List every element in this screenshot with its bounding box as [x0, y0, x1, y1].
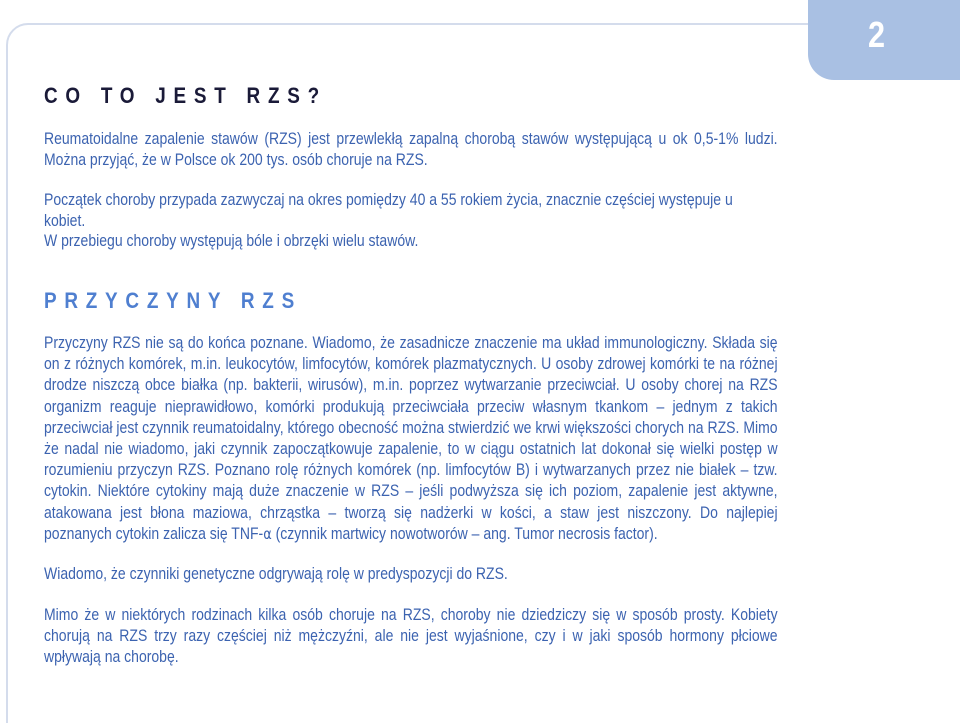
paragraph-onset: Początek choroby przypada zazwyczaj na okres pomiędzy 40 a 55 rokiem życia, znacznie częściej występuje u kobiet.	[44, 191, 733, 231]
section-heading-causes: PRZYCZYNY RZS	[44, 288, 302, 313]
paragraph-causes	[44, 333, 778, 545]
paragraph-symptoms: W przebiegu choroby występują bóle i obrzęki wielu stawów.	[44, 232, 419, 250]
paragraph-causes-text-end: (czynnik martwicy nowotworów – ang. Tumor necrosis factor).	[271, 524, 658, 543]
paragraph-causes-text: Przyczyny RZS nie są do końca poznane. Wiadomo, że zasadnicze znaczenie ma układ immunologiczny. Składa się on z różnych komórek, m.in. leukocytów, limfocytów, komórek plazmatycznych. U osoby zdrowej komórki te na różnej drodze niszczą obce białka (np. bakterii, wirusów), m.in. poprzez wytwarzanie przeciwciał. U osoby chorej na RZS organizm reaguje nieprawidłowo, komórki produkują przeciwciała przeciw własnym tkankom – jednym z takich przeciwciał jest czynnik reumatoidalny, którego obecność można stwierdzić we krwi większości chorych na RZS. Mimo że nadal nie wiadomo, jaki czynnik zapoczątkowuje zapalenie, to w ciągu ostatnich lat dokonał się wielki postęp w rozumieniu przyczyn RZS. Poznano rolę różnych komórek (np. limfocytów B) i wytwarzanych przez nie białek – tzw. cytokin. Niektóre cytokiny mają duże znaczenie w RZS – jeśli podwyższa się ich poziom, zapalenie jest aktywne, atakowana jest błona maziowa, chrząstka – tworzą się nadżerki w kości, a staw jest niszczony. Do najlepiej poznanych cytokin zalicza się TNF-	[44, 334, 778, 543]
paragraph-genetics: Wiadomo, że czynniki genetyczne odgrywają rolę w predyspozycji do RZS.	[44, 565, 508, 583]
section-heading-what-is-rzs: CO TO JEST RZS?	[44, 83, 327, 108]
paragraph-heredity: Mimo że w niektórych rodzinach kilka osób choruje na RZS, choroby nie dziedziczy się w sposób prosty. Kobiety chorują na RZS trzy razy częściej niż mężczyźni, ale nie jest wyjaśnione, czy i w jaki sposób hormony płciowe wpływają na chorobę.	[44, 606, 778, 667]
alpha-symbol: α	[263, 524, 272, 543]
page-number: 2	[868, 14, 886, 55]
paragraph-definition: Reumatoidalne zapalenie stawów (RZS) jest przewlekłą zapalną chorobą stawów występującą u ok 0,5-1% ludzi. Można przyjąć, że w Polsce ok 200 tys. osób choruje na RZS.	[44, 130, 778, 170]
